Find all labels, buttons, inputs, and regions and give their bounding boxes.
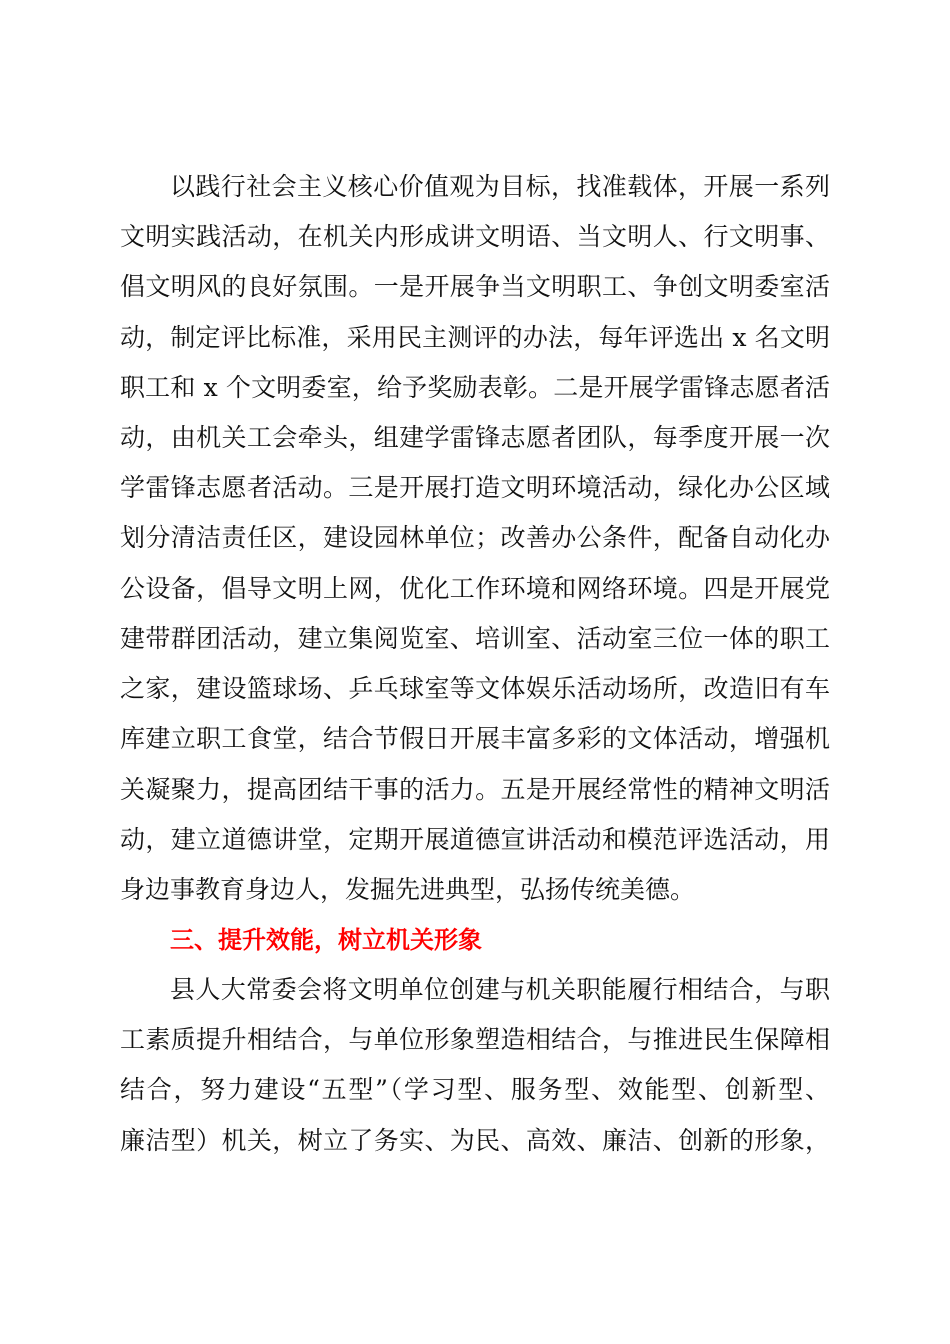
- paragraph-1-line-12: 库建立职工食堂，结合节假日开展丰富多彩的文体活动，增强机: [120, 724, 830, 753]
- paragraph-1-line-9: 公设备，倡导文明上网，优化工作环境和网络环境。四是开展党: [120, 574, 830, 603]
- paragraph-1-line-10: 建带群团活动，建立集阅览室、培训室、活动室三位一体的职工: [120, 624, 830, 653]
- paragraph-1-line-5: 职工和 x 个文明委室，给予奖励表彰。二是开展学雷锋志愿者活: [120, 373, 830, 402]
- paragraph-2-line-4: 廉洁型）机关，树立了务实、为民、高效、廉洁、创新的形象，: [120, 1126, 830, 1155]
- paragraph-1-line-3: 倡文明风的良好氛围。一是开展争当文明职工、争创文明委室活: [120, 272, 830, 301]
- paragraph-1-line-15: 身边事教育身边人，发掘先进典型，弘扬传统美德。: [120, 875, 696, 904]
- paragraph-1-line-4: 动，制定评比标准，采用民主测评的办法，每年评选出 x 名文明: [120, 323, 830, 352]
- paragraph-1-line-11: 之家，建设篮球场、乒乓球室等文体娱乐活动场所，改造旧有车: [120, 674, 830, 703]
- paragraph-1-line-13: 关凝聚力，提高团结干事的活力。五是开展经常性的精神文明活: [120, 775, 830, 804]
- paragraph-1-line-2: 文明实践活动，在机关内形成讲文明语、当文明人、行文明事、: [120, 222, 830, 251]
- paragraph-2-line-1: 县人大常委会将文明单位创建与机关职能履行相结合，与职: [170, 975, 830, 1004]
- paragraph-1-line-1: 以践行社会主义核心价值观为目标，找准载体，开展一系列: [170, 172, 830, 201]
- paragraph-1-line-6: 动，由机关工会牵头，组建学雷锋志愿者团队，每季度开展一次: [120, 423, 830, 452]
- paragraph-2-line-2: 工素质提升相结合，与单位形象塑造相结合，与推进民生保障相: [120, 1025, 830, 1054]
- paragraph-1-line-14: 动，建立道德讲堂，定期开展道德宣讲活动和模范评选活动，用: [120, 825, 830, 854]
- paragraph-2-line-3: 结合，努力建设“五型”（学习型、服务型、效能型、创新型、: [120, 1075, 830, 1104]
- section-3-heading: 三、提升效能，树立机关形象: [170, 926, 482, 954]
- paragraph-1-line-8: 划分清洁责任区，建设园林单位；改善办公条件，配备自动化办: [120, 523, 830, 552]
- paragraph-1-line-7: 学雷锋志愿者活动。三是开展打造文明环境活动，绿化办公区域: [120, 473, 830, 502]
